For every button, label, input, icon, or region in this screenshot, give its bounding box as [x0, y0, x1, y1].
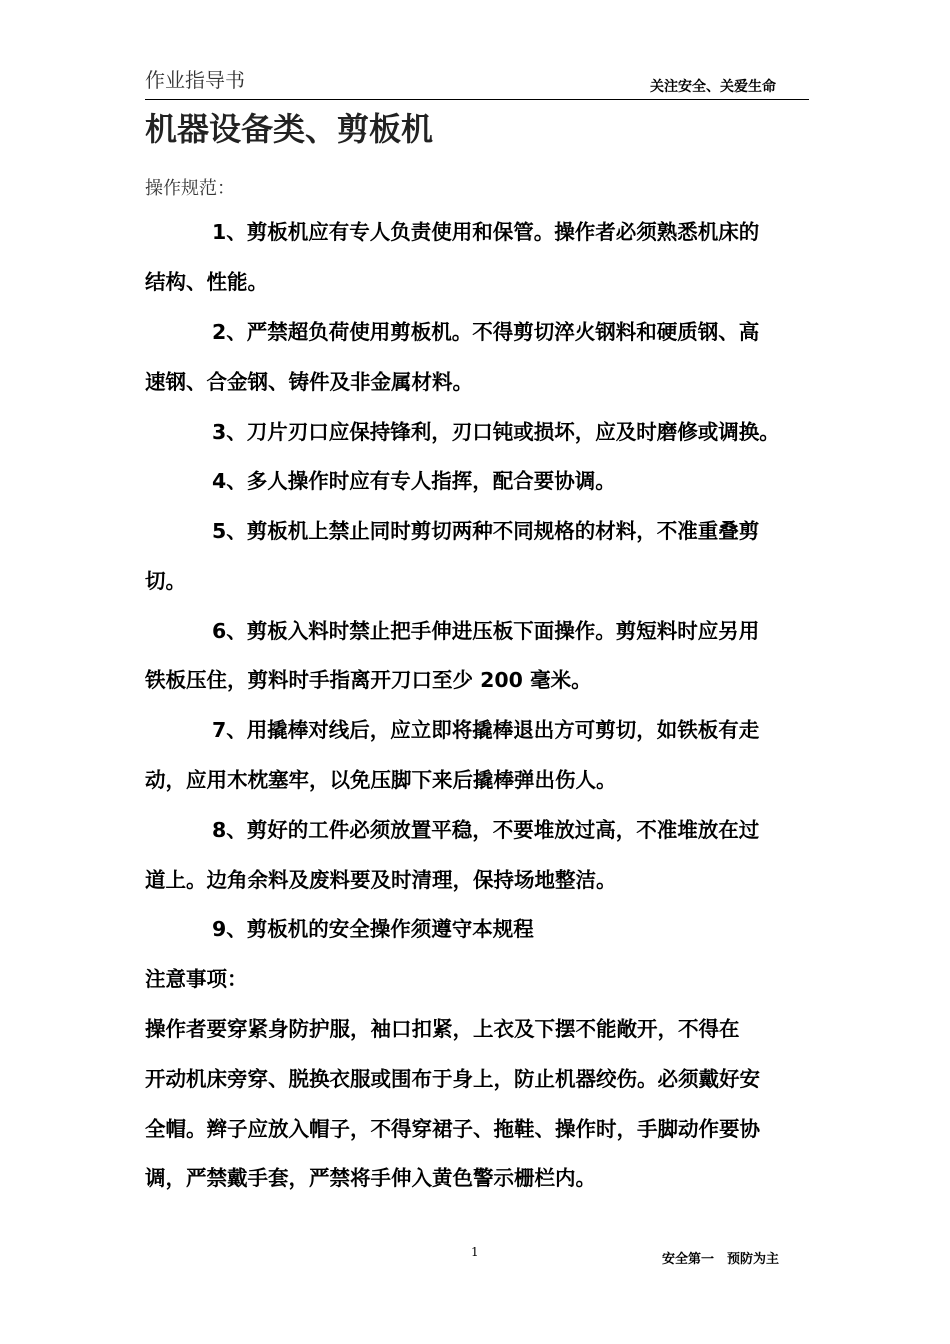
rule-2-line-2: 速钢、合金钢、铸件及非金属材料。 — [145, 370, 473, 394]
section-label-notes: 注意事项： — [145, 967, 248, 991]
notes-line-1: 操作者要穿紧身防护服，袖口扣紧，上衣及下摆不能敞开，不得在 — [145, 1017, 740, 1041]
rule-1-line-1: 1、剪板机应有专人负责使用和保管。操作者必须熟悉机床的 — [212, 220, 760, 244]
rule-6-line-1: 6、剪板入料时禁止把手伸进压板下面操作。剪短料时应另用 — [212, 619, 760, 643]
header-slogan: 关注安全、关爱生命 — [650, 79, 776, 95]
rule-3-line-1: 3、刀片刃口应保持锋利，刃口钝或损坏，应及时磨修或调换。 — [212, 420, 780, 444]
page-number: 1 — [471, 1245, 479, 1259]
rule-7-line-1: 7、用撬棒对线后，应立即将撬棒退出方可剪切，如铁板有走 — [212, 718, 760, 742]
page-title: 机器设备类、剪板机 — [145, 110, 434, 148]
rule-7-line-2: 动，应用木枕塞牢，以免压脚下来后撬棒弹出伤人。 — [145, 768, 617, 792]
header-doc-type: 作业指导书 — [145, 68, 245, 92]
rule-8-line-1: 8、剪好的工件必须放置平稳，不要堆放过高，不准堆放在过 — [212, 818, 760, 842]
rule-1-line-2: 结构、性能。 — [145, 270, 268, 294]
rule-8-line-2: 道上。边角余料及废料要及时清理，保持场地整洁。 — [145, 868, 617, 892]
footer-slogan: 安全第一 预防为主 — [662, 1252, 780, 1267]
rule-5-line-2: 切。 — [145, 569, 186, 593]
notes-line-4: 调，严禁戴手套，严禁将手伸入黄色警示栅栏内。 — [145, 1166, 596, 1190]
section-label-operation: 操作规范： — [145, 178, 235, 199]
notes-line-2: 开动机床旁穿、脱换衣服或围布于身上，防止机器绞伤。必须戴好安 — [145, 1067, 760, 1091]
header-divider — [145, 99, 809, 100]
rule-5-line-1: 5、剪板机上禁止同时剪切两种不同规格的材料，不准重叠剪 — [212, 519, 760, 543]
rule-6-line-2: 铁板压住，剪料时手指离开刀口至少 200 毫米。 — [145, 668, 592, 692]
rule-4-line-1: 4、多人操作时应有专人指挥，配合要协调。 — [212, 469, 616, 493]
rule-9-line-1: 9、剪板机的安全操作须遵守本规程 — [212, 917, 534, 941]
notes-line-3: 全帽。辫子应放入帽子，不得穿裙子、拖鞋、操作时，手脚动作要协 — [145, 1117, 760, 1141]
rule-2-line-1: 2、严禁超负荷使用剪板机。不得剪切淬火钢料和硬质钢、高 — [212, 320, 760, 344]
